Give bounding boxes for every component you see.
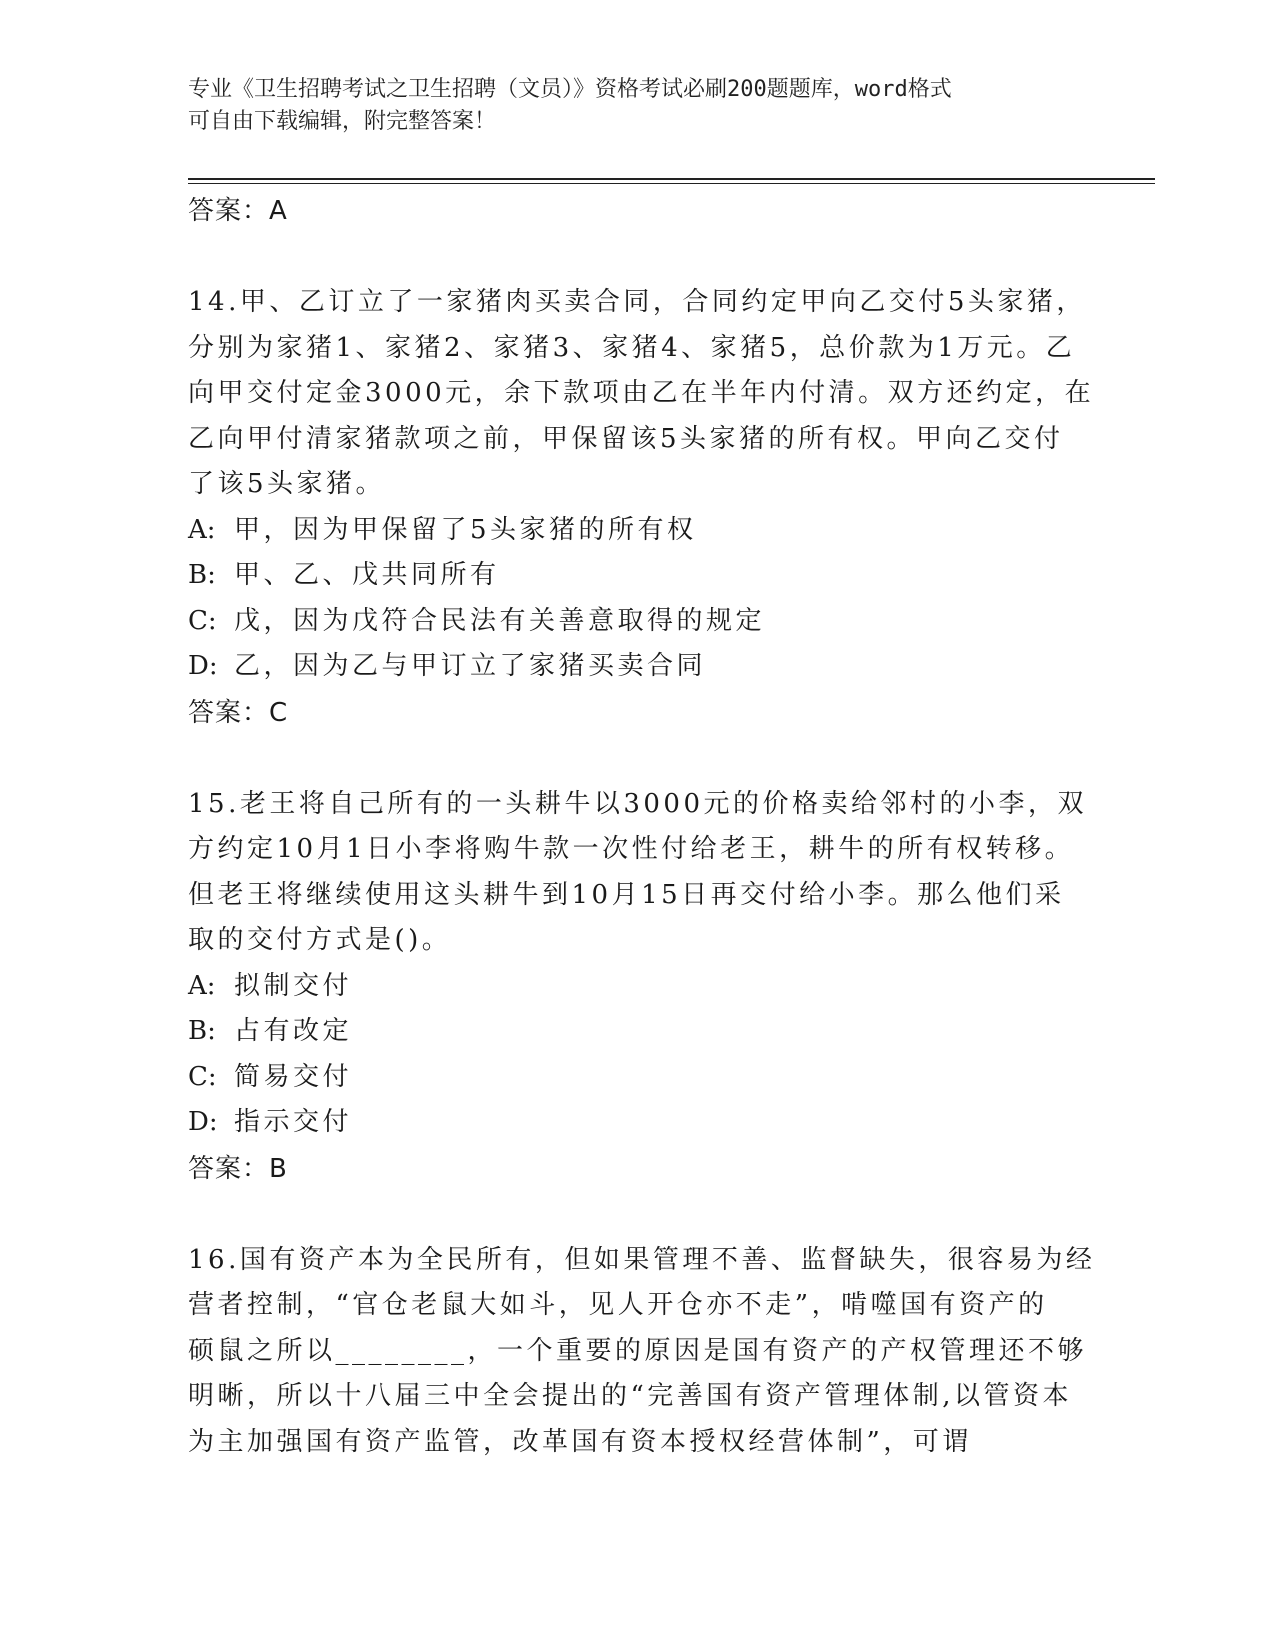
stem-line: 硕鼠之所以________，一个重要的原因是国有资产的产权管理还不够	[188, 1335, 1088, 1366]
option-text: 简易交付	[234, 1061, 353, 1092]
option-text: 拟制交付	[234, 970, 353, 1001]
option-key: D:	[188, 1107, 218, 1137]
stem-line: 乙向甲付清家猪款项之前，甲保留该5头家猪的所有权。甲向乙交付	[188, 423, 1064, 454]
answer-line: 答案：B	[188, 1153, 288, 1184]
option-key: D:	[188, 651, 218, 681]
stem-line: 但老王将继续使用这头耕牛到10月15日再交付给小李。那么他们采	[188, 879, 1065, 910]
option-text: 甲、乙、戊共同所有	[234, 560, 500, 590]
question-stem	[188, 782, 1088, 964]
option-c	[188, 1055, 1088, 1101]
stem-line: 为主加强国有资产监管，改革国有资本授权经营体制”，可谓	[188, 1426, 972, 1457]
option-text: 指示交付	[234, 1107, 353, 1137]
option-key: C:	[188, 605, 217, 636]
option-text: 占有改定	[234, 1016, 353, 1046]
option-a	[188, 508, 1088, 554]
option-key: C:	[188, 1061, 217, 1092]
option-text: 甲，因为甲保留了5头家猪的所有权	[234, 514, 697, 545]
stem-line: 向甲交付定金3000元，余下款项由乙在半年内付清。双方还约定，在	[188, 378, 1095, 408]
document-body	[188, 188, 1096, 1465]
stem-line: 营者控制，“官仓老鼠大如斗，见人开仓亦不走”，啃噬国有资产的	[188, 1290, 1048, 1320]
option-b	[188, 553, 1088, 599]
stem-line: 16.国有资产本为全民所有，但如果管理不善、监督缺失，很容易为经	[188, 1244, 1096, 1275]
option-d	[188, 1100, 1088, 1146]
option-text: 乙，因为乙与甲订立了家猪买卖合同	[234, 651, 707, 681]
answer-line: 答案：C	[188, 697, 289, 728]
option-a	[188, 964, 1088, 1010]
stem-line: 15.老王将自己所有的一头耕牛以3000元的价格卖给邻村的小李，双	[188, 788, 1088, 819]
stem-line: 14.甲、乙订立了一家猪肉买卖合同，合同约定甲向乙交付5头家猪，	[188, 287, 1086, 317]
option-key: A:	[188, 514, 216, 545]
question-stem	[188, 1238, 1096, 1466]
option-c	[188, 599, 1088, 645]
option-b	[188, 1009, 1088, 1055]
question-16	[188, 1238, 1096, 1466]
header-divider-thin	[188, 183, 1155, 184]
stem-line: 了该5头家猪。	[188, 469, 386, 499]
header-line: 可自由下载编辑，附完整答案！	[188, 109, 497, 134]
question-14	[188, 280, 1095, 736]
stem-line: 明晰，所以十八届三中全会提出的“完善国有资产管理体制,以管资本	[188, 1381, 1073, 1411]
option-d	[188, 644, 1088, 690]
option-key: B:	[188, 560, 216, 590]
question-stem	[188, 280, 1095, 508]
stem-line: 方约定10月1日小李将购牛款一次性付给老王，耕牛的所有权转移。	[188, 834, 1075, 864]
option-text: 戊，因为戊符合民法有关善意取得的规定	[234, 605, 766, 636]
header-divider-thick	[188, 178, 1155, 180]
header-line: 专业《卫生招聘考试之卫生招聘（文员）》资格考试必刷200题题库，word格式	[188, 77, 952, 102]
option-key: A:	[188, 970, 216, 1001]
stem-line: 取的交付方式是()。	[188, 925, 452, 955]
answer-line: 答案：A	[188, 196, 288, 226]
question-15	[188, 782, 1088, 1192]
stem-line: 分别为家猪1、家猪2、家猪3、家猪4、家猪5，总价款为1万元。乙	[188, 332, 1076, 363]
option-key: B:	[188, 1016, 216, 1046]
document-header	[188, 74, 1088, 138]
